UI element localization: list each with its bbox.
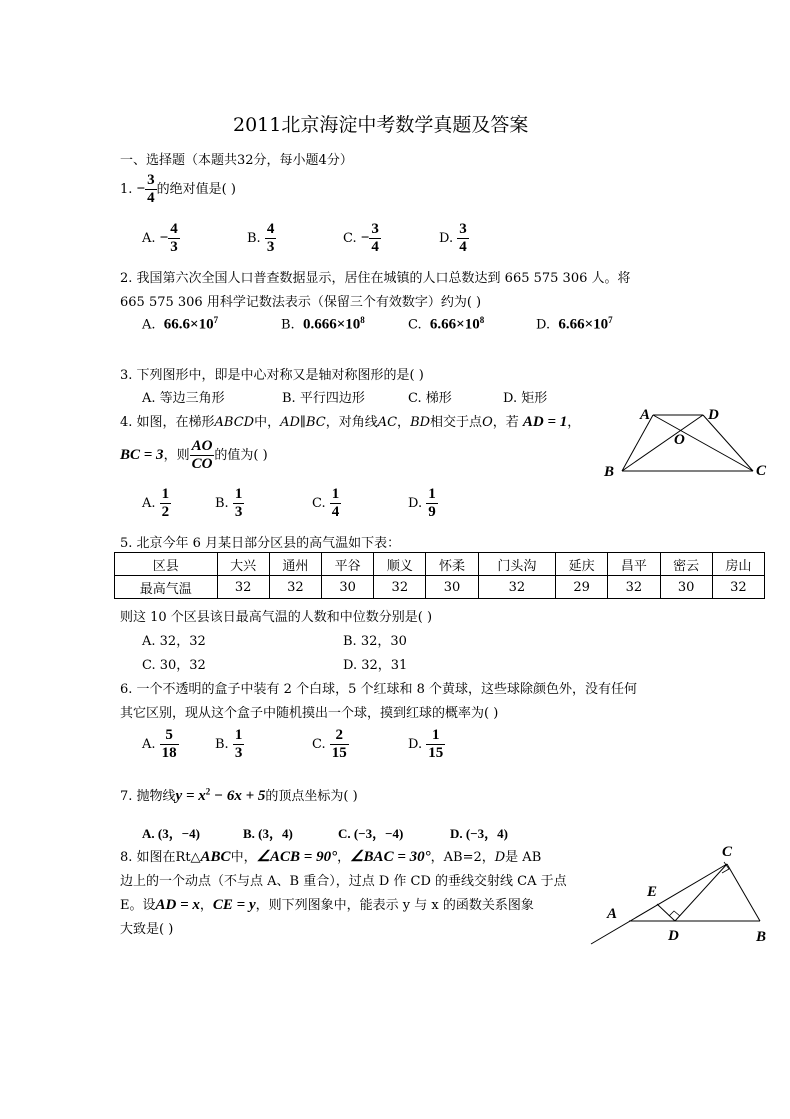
q4-line2: BC = 3，则 $\frac{AO}{CO}$ 的值为( ) — [120, 438, 268, 472]
triangle-figure — [585, 838, 775, 948]
q2-line2: 665 575 306 用科学记数法表示（保留三个有效数字）约为( ) — [120, 295, 482, 310]
q2-option-a[interactable]: A. $66.6\times 10^7$ — [142, 315, 219, 333]
q5-text: 5. 北京今年 6 月某日部分区县的高气温如下表： — [120, 536, 401, 551]
q1-option-a[interactable]: A. − $\frac{4}{3}$ — [142, 221, 178, 255]
q4-option-b[interactable]: B. $\frac{1}{3}$ — [215, 486, 243, 520]
page-title: 2011北京海淀中考数学真题及答案 — [233, 114, 529, 136]
q8-line3: E。设AD = x，CE = y，则下列图象中，能表示 y 与 x 的函数关系图象 — [120, 897, 534, 913]
q3-option-b[interactable]: B. 平行四边形 — [282, 391, 365, 406]
label-A: A — [607, 906, 618, 922]
label-C: C — [722, 844, 733, 860]
q7-option-d[interactable]: D. (−3，4) — [450, 826, 508, 841]
q6-option-b[interactable]: B. $\frac{1}{3}$ — [215, 727, 243, 761]
question-1: 1. − $\frac{3}{4}$ 的绝对值是( ) — [120, 172, 236, 206]
q8-line1: 8. 如图在Rt△ABC中，∠ACB = 90°，∠BAC = 30°，AB=2，D是 AB — [120, 849, 542, 865]
q4-option-d[interactable]: D. $\frac{1}{9}$ — [408, 486, 436, 520]
q4-option-c[interactable]: C. $\frac{1}{4}$ — [312, 486, 340, 520]
q7-option-c[interactable]: C. (−3，−4) — [338, 826, 404, 841]
label-D: D — [668, 928, 679, 944]
q1-option-c[interactable]: C. − $\frac{3}{4}$ — [343, 221, 379, 255]
temperature-table — [114, 552, 765, 599]
q3-option-a[interactable]: A. 等边三角形 — [142, 391, 225, 406]
q6-option-c[interactable]: C. $\frac{2}{15}$ — [312, 727, 347, 761]
trapezoid-figure — [598, 400, 773, 480]
q8-line4: 大致是( ) — [120, 922, 174, 937]
label-C: C — [756, 463, 767, 479]
q6-option-a[interactable]: A. $\frac{5}{18}$ — [142, 727, 177, 761]
label-E: E — [647, 884, 658, 900]
q2-option-c[interactable]: C. $6.66\times 10^8$ — [408, 315, 485, 333]
table-header-row: 区县 大兴 通州 平谷 顺义 怀柔 门头沟 延庆 昌平 密云 房山 — [115, 553, 765, 576]
q1-option-b[interactable]: B. $\frac{4}{3}$ — [247, 221, 275, 255]
label-O: O — [674, 432, 685, 448]
q5-option-b[interactable]: B. 32，30 — [343, 634, 407, 649]
q8-line2: 边上的一个动点（不与点 A、B 重合），过点 D 作 CD 的垂线交射线 CA 于点 — [120, 874, 567, 889]
label-A: A — [640, 407, 651, 423]
q6-line2: 其它区别，现从这个盒子中随机摸出一个球，摸到红球的概率为( ) — [120, 706, 499, 721]
q2-option-b[interactable]: B. $0.666\times 10^8$ — [281, 315, 365, 333]
q6-line1: 6. 一个不透明的盒子中装有 2 个白球，5 个红球和 8 个黄球，这些球除颜色外，没有任何 — [120, 682, 638, 697]
label-B: B — [604, 464, 615, 480]
q3-text: 3. 下列图形中，即是中心对称又是轴对称图形的是( ) — [120, 368, 424, 383]
q5-option-d[interactable]: D. 32，31 — [343, 658, 408, 673]
table-row: 最高气温 32 32 30 32 30 32 29 32 30 32 — [115, 576, 765, 599]
q1-option-d[interactable]: D. $\frac{3}{4}$ — [439, 221, 467, 255]
q7-option-a[interactable]: A. (3，−4) — [142, 826, 200, 841]
q5-question: 则这 10 个区县该日最高气温的人数和中位数分别是( ) — [120, 610, 433, 625]
q7-text: 7. 抛物线$y = x^2 - 6x + 5$的顶点坐标为( ) — [120, 786, 358, 804]
q4-line1: 4. 如图，在梯形ABCD中，AD∥BC，对角线AC，BD相交于点O，若 AD = 1， — [120, 414, 581, 430]
label-B: B — [756, 929, 767, 945]
q5-option-c[interactable]: C. 30，32 — [142, 658, 206, 673]
section-heading: 一、选择题（本题共32分，每小题4分） — [120, 153, 353, 168]
label-D: D — [708, 407, 719, 423]
q3-option-d[interactable]: D. 矩形 — [503, 391, 548, 406]
q5-option-a[interactable]: A. 32，32 — [142, 634, 206, 649]
q3-option-c[interactable]: C. 梯形 — [408, 391, 452, 406]
q2-line1: 2. 我国第六次全国人口普查数据显示，居住在城镇的人口总数达到 665 575 306 人。将 — [120, 271, 631, 286]
q7-option-b[interactable]: B. (3，4) — [243, 826, 293, 841]
fraction: $\frac{3}{4}$ — [147, 172, 155, 206]
q4-option-a[interactable]: A. $\frac{1}{2}$ — [142, 486, 170, 520]
q2-option-d[interactable]: D. $6.66\times 10^7$ — [536, 315, 613, 333]
q6-option-d[interactable]: D. $\frac{1}{15}$ — [408, 727, 444, 761]
